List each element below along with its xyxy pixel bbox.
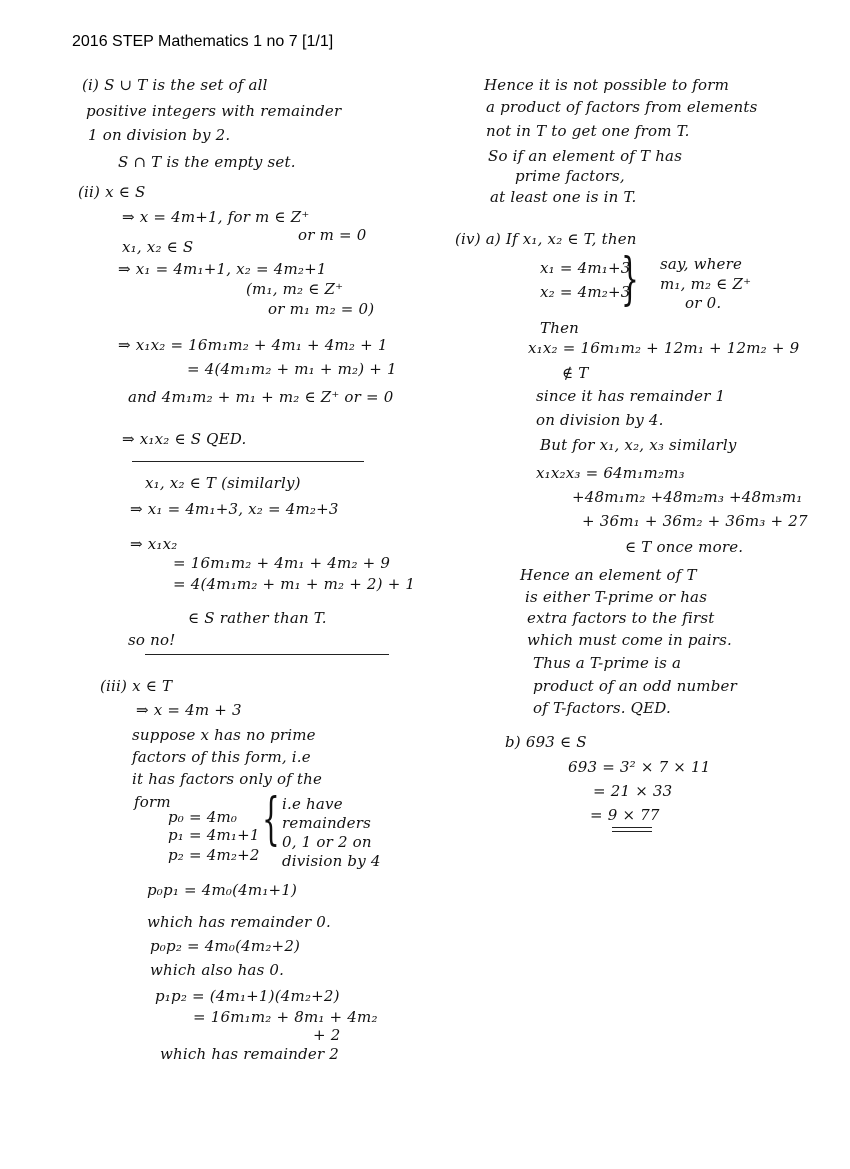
- left-line: i.e have: [282, 795, 343, 813]
- left-line: and 4m₁m₂ + m₁ + m₂ ∈ Z⁺ or = 0: [128, 388, 394, 406]
- right-line: x₁ = 4m₁+3: [540, 259, 631, 277]
- right-line: say, where: [660, 255, 743, 273]
- right-line: not in T to get one from T.: [486, 122, 690, 140]
- right-line: extra factors to the first: [527, 609, 715, 627]
- left-line: p₀ = 4m₀: [168, 808, 238, 826]
- left-line: x₁, x₂ ∈ T (similarly): [145, 474, 301, 492]
- left-line: so no!: [128, 631, 176, 649]
- right-line: at least one is in T.: [490, 188, 637, 206]
- left-line: 1 on division by 2.: [88, 126, 231, 144]
- left-line: + 2: [313, 1026, 341, 1044]
- double-underline: [612, 827, 652, 832]
- left-line: ⇒ x₁x₂: [130, 535, 178, 553]
- left-line: ∈ S rather than T.: [188, 609, 327, 627]
- right-line: is either T-prime or has: [525, 588, 708, 606]
- left-line: p₀p₁ = 4m₀(4m₁+1): [147, 881, 298, 899]
- right-line: But for x₁, x₂, x₃ similarly: [540, 436, 737, 454]
- right-line: (iv) a) If x₁, x₂ ∈ T, then: [455, 230, 637, 248]
- right-line: a product of factors from elements: [486, 98, 758, 116]
- right-line: Then: [540, 319, 580, 337]
- left-line: ⇒ x = 4m+1, for m ∈ Z⁺: [122, 208, 310, 226]
- left-line: p₂ = 4m₂+2: [168, 846, 260, 864]
- left-line: division by 4: [282, 852, 381, 870]
- left-line: (i) S ∪ T is the set of all: [82, 76, 268, 94]
- curly-brace-icon: }: [621, 247, 639, 312]
- left-line: or m₁ m₂ = 0): [268, 300, 375, 318]
- right-line: x₁x₂ = 16m₁m₂ + 12m₁ + 12m₂ + 9: [528, 339, 800, 357]
- right-line: ∉ T: [562, 364, 589, 382]
- right-line: So if an element of T has: [488, 147, 683, 165]
- right-line: = 9 × 77: [590, 806, 660, 824]
- left-line: ⇒ x₁x₂ ∈ S QED.: [122, 430, 247, 448]
- left-line: 0, 1 or 2 on: [282, 833, 372, 851]
- left-line: which also has 0.: [150, 961, 285, 979]
- left-line: factors of this form, i.e: [132, 748, 311, 766]
- right-line: x₂ = 4m₂+3: [540, 283, 631, 301]
- left-line: p₁p₂ = (4m₁+1)(4m₂+2): [155, 987, 340, 1005]
- left-line: = 4(4m₁m₂ + m₁ + m₂) + 1: [187, 360, 397, 378]
- right-line: Hence it is not possible to form: [484, 76, 730, 94]
- left-line: = 4(4m₁m₂ + m₁ + m₂ + 2) + 1: [173, 575, 416, 593]
- right-line: since it has remainder 1: [536, 387, 726, 405]
- section-divider: [145, 654, 389, 655]
- left-line: positive integers with remainder: [86, 102, 342, 120]
- left-line: or m = 0: [298, 226, 367, 244]
- left-line: suppose x has no prime: [132, 726, 316, 744]
- right-line: on division by 4.: [536, 411, 664, 429]
- left-line: ⇒ x = 4m + 3: [136, 701, 242, 719]
- right-line: of T-factors. QED.: [533, 699, 671, 717]
- right-line: Thus a T-prime is a: [533, 654, 682, 672]
- right-line: b) 693 ∈ S: [505, 733, 587, 751]
- left-line: (m₁, m₂ ∈ Z⁺: [246, 280, 344, 298]
- left-line: = 16m₁m₂ + 4m₁ + 4m₂ + 9: [173, 554, 391, 572]
- left-line: (iii) x ∈ T: [100, 677, 173, 695]
- left-line: form: [134, 793, 171, 811]
- left-line: S ∩ T is the empty set.: [118, 153, 296, 171]
- right-line: + 36m₁ + 36m₂ + 36m₃ + 27: [582, 512, 808, 530]
- page-header: 2016 STEP Mathematics 1 no 7 [1/1]: [72, 33, 334, 50]
- right-line: ∈ T once more.: [625, 538, 744, 556]
- left-line: it has factors only of the: [132, 770, 323, 788]
- left-line: p₁ = 4m₁+1: [168, 826, 260, 844]
- right-line: product of an odd number: [533, 677, 737, 695]
- section-divider: [132, 461, 364, 462]
- left-line: ⇒ x₁ = 4m₁+1, x₂ = 4m₂+1: [118, 260, 327, 278]
- left-line: x₁, x₂ ∈ S: [122, 238, 194, 256]
- right-line: Hence an element of T: [520, 566, 697, 584]
- right-line: m₁, m₂ ∈ Z⁺: [660, 275, 752, 293]
- left-line: = 16m₁m₂ + 8m₁ + 4m₂: [193, 1008, 378, 1026]
- left-line: ⇒ x₁x₂ = 16m₁m₂ + 4m₁ + 4m₂ + 1: [118, 336, 388, 354]
- right-line: 693 = 3² × 7 × 11: [568, 758, 711, 776]
- left-line: remainders: [282, 814, 372, 832]
- left-line: ⇒ x₁ = 4m₁+3, x₂ = 4m₂+3: [130, 500, 339, 518]
- curly-brace-icon: {: [262, 787, 280, 852]
- left-line: which has remainder 0.: [147, 913, 331, 931]
- right-line: x₁x₂x₃ = 64m₁m₂m₃: [536, 464, 685, 482]
- right-line: which must come in pairs.: [527, 631, 733, 649]
- right-line: or 0.: [685, 294, 722, 312]
- right-line: +48m₁m₂ +48m₂m₃ +48m₃m₁: [572, 488, 803, 506]
- right-line: prime factors,: [515, 167, 625, 185]
- left-line: (ii) x ∈ S: [78, 183, 146, 201]
- right-line: = 21 × 33: [593, 782, 673, 800]
- left-line: p₀p₂ = 4m₀(4m₂+2): [150, 937, 301, 955]
- left-line: which has remainder 2: [160, 1045, 340, 1063]
